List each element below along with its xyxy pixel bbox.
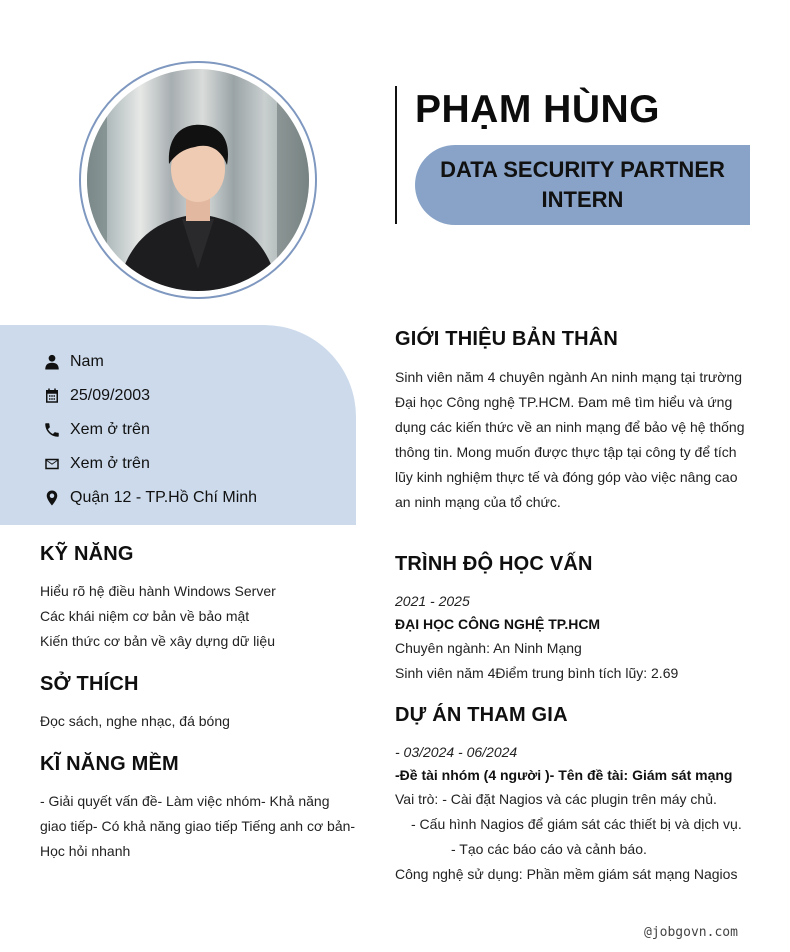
contact-gender-text: Nam [70, 353, 104, 370]
education-school: ĐẠI HỌC CÔNG NGHỆ TP.HCM [395, 616, 601, 632]
hobbies-text: Đọc sách, nghe nhạc, đá bóng [40, 713, 230, 729]
person-photo-image [87, 69, 309, 291]
contact-birthday-text: 25/09/2003 [70, 387, 151, 404]
watermark: @jobgovn.com [644, 925, 738, 940]
skill-item: Các khái niệm cơ bản về bảo mật [40, 608, 250, 624]
person-icon [42, 352, 62, 372]
project-period: - 03/2024 - 06/2024 [395, 744, 518, 760]
mail-icon [42, 454, 62, 474]
contact-address-text: Quận 12 - TP.Hồ Chí Minh [70, 489, 258, 506]
about-text: Sinh viên năm 4 chuyên ngành An ninh mạng tại trường Đại học Công nghệ TP.HCM. Đam mê tìm hiểu và ứng dụng các kiến thức về an ninh mạng để bảo vệ hệ thống thông tin. Mong muốn được thực tập tại công ty để tích lũy kinh nghiệm thực tế và đóng góp vào việc nâng cao an ninh mạng của tổ chức. [395, 369, 745, 510]
contact-email [42, 447, 257, 481]
education-major: Chuyên ngành: An Ninh Mạng [395, 640, 582, 656]
skill-item: Hiểu rõ hệ điều hành Windows Server [40, 583, 276, 599]
project-task: - Cấu hình Nagios để giám sát các thiết bị và dịch vụ. [411, 816, 742, 832]
soft-skills-heading: KĨ NĂNG MỀM [40, 753, 179, 775]
projects-heading: DỰ ÁN THAM GIA [395, 704, 568, 726]
calendar-icon [42, 386, 62, 406]
education-detail: Sinh viên năm 4Điểm trung bình tích lũy: 2.69 [395, 665, 679, 681]
name-divider [395, 86, 397, 224]
contact-birthday [42, 379, 257, 413]
project-role: Vai trò: - Cài đặt Nagios và các plugin trên máy chủ. [395, 791, 717, 807]
soft-skills-text: - Giải quyết vấn đề- Làm việc nhóm- Khả năng giao tiếp- Có khả năng giao tiếp Tiếng anh cơ bản- Học hỏi nhanh [40, 793, 356, 859]
contact-email-text: Xem ở trên [70, 455, 150, 472]
location-pin-icon [42, 488, 62, 508]
job-title: DATA SECURITY PARTNER INTERN [440, 157, 725, 212]
hobbies-heading: SỞ THÍCH [40, 673, 139, 695]
contact-phone-text: Xem ở trên [70, 421, 150, 438]
project-title: -Đề tài nhóm (4 người )- Tên đề tài: Giám sát mạng [395, 767, 733, 783]
contact-gender [42, 345, 257, 379]
project-tech: Công nghệ sử dụng: Phần mềm giám sát mạng Nagios [395, 866, 738, 882]
skills-heading: KỸ NĂNG [40, 543, 134, 565]
about-heading: GIỚI THIỆU BẢN THÂN [395, 328, 619, 350]
candidate-name: PHẠM HÙNG [415, 88, 660, 131]
contact-list [42, 345, 257, 515]
contact-address [42, 481, 257, 515]
phone-icon [42, 420, 62, 440]
project-task: - Tạo các báo cáo và cảnh báo. [451, 841, 647, 857]
education-heading: TRÌNH ĐỘ HỌC VẤN [395, 553, 593, 575]
profile-photo [87, 69, 309, 291]
skill-item: Kiến thức cơ bản về xây dựng dữ liệu [40, 633, 275, 649]
job-title-badge [415, 145, 750, 225]
education-period: 2021 - 2025 [395, 593, 470, 609]
contact-phone [42, 413, 257, 447]
